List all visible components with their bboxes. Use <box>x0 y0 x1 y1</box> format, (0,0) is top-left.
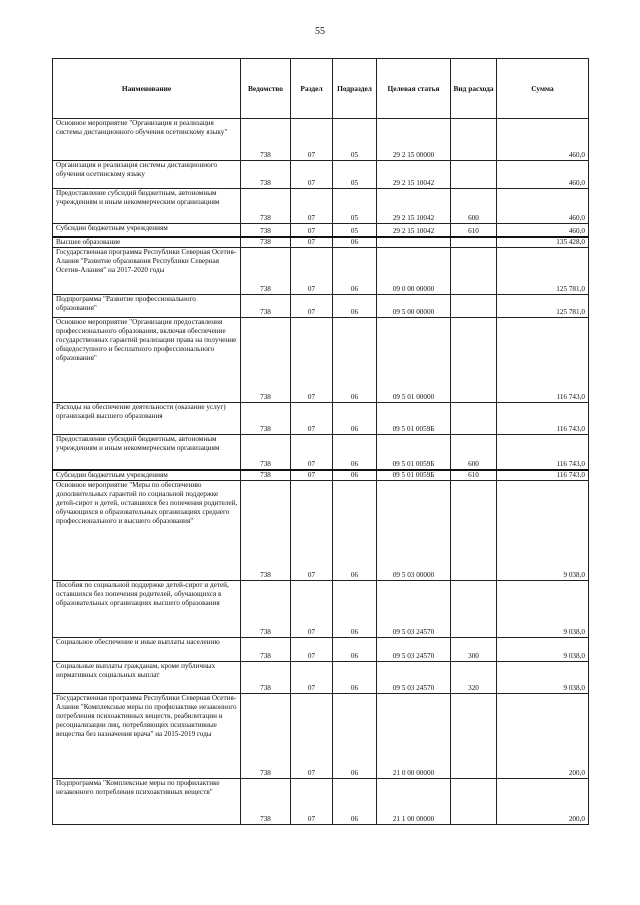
header-article: Целевая статья <box>377 59 451 119</box>
row-expense-type <box>451 318 497 403</box>
row-expense-type <box>451 403 497 435</box>
row-article: 09 0 00 00000 <box>377 248 451 295</box>
row-dept: 738 <box>241 318 291 403</box>
row-article: 29 2 15 00000 <box>377 119 451 161</box>
row-section: 07 <box>291 248 333 295</box>
row-sum: 135 428,0 <box>497 237 589 248</box>
row-dept: 738 <box>241 638 291 662</box>
row-name: Государственная программа Республики Северная Осетия-Алания "Развитие образования Республики Северная Осетия-Алания" на 2017-2020 годы <box>53 248 241 295</box>
row-subsection: 06 <box>333 581 377 638</box>
row-dept: 738 <box>241 224 291 237</box>
row-article: 09 5 03 24570 <box>377 581 451 638</box>
row-expense-type <box>451 237 497 248</box>
row-sum: 125 781,0 <box>497 295 589 318</box>
row-dept: 738 <box>241 248 291 295</box>
row-dept: 738 <box>241 481 291 581</box>
row-dept: 738 <box>241 779 291 825</box>
row-expense-type: 320 <box>451 662 497 694</box>
row-section: 07 <box>291 638 333 662</box>
row-section: 07 <box>291 161 333 189</box>
row-sum: 9 038,0 <box>497 481 589 581</box>
row-dept: 738 <box>241 161 291 189</box>
row-name: Расходы на обеспечение деятельности (оказание услуг) организаций высшего образования <box>53 403 241 435</box>
row-sum: 116 743,0 <box>497 435 589 470</box>
row-name: Субсидии бюджетным учреждениям <box>53 470 241 481</box>
row-sum: 9 038,0 <box>497 581 589 638</box>
row-subsection: 06 <box>333 694 377 779</box>
header-sum: Сумма <box>497 59 589 119</box>
row-subsection: 06 <box>333 435 377 470</box>
row-expense-type <box>451 248 497 295</box>
row-section: 07 <box>291 481 333 581</box>
row-article: 09 5 01 0059Б <box>377 470 451 481</box>
row-subsection: 06 <box>333 470 377 481</box>
header-dept: Ведомство <box>241 59 291 119</box>
table-row <box>53 224 589 237</box>
header-section: Раздел <box>291 59 333 119</box>
row-sum: 116 743,0 <box>497 470 589 481</box>
row-expense-type: 600 <box>451 189 497 224</box>
table-row <box>53 161 589 189</box>
row-subsection: 06 <box>333 295 377 318</box>
table-row <box>53 581 589 638</box>
table-row <box>53 470 589 481</box>
row-subsection: 05 <box>333 189 377 224</box>
row-name: Субсидии бюджетным учреждениям <box>53 224 241 237</box>
row-sum: 200,0 <box>497 694 589 779</box>
row-article: 29 2 15 10042 <box>377 189 451 224</box>
header-name: Наименование <box>53 59 241 119</box>
row-article: 29 2 15 10042 <box>377 161 451 189</box>
row-expense-type <box>451 481 497 581</box>
row-sum: 460,0 <box>497 119 589 161</box>
table-row <box>53 119 589 161</box>
row-dept: 738 <box>241 119 291 161</box>
row-article: 09 5 00 00000 <box>377 295 451 318</box>
row-subsection: 06 <box>333 638 377 662</box>
row-sum: 9 038,0 <box>497 662 589 694</box>
row-name: Основное мероприятие "Организация предоставления профессионального образования, включая обеспечение государственных гарантий реализации права на получение общедоступного и бесплатного профессионального образования" <box>53 318 241 403</box>
row-sum: 125 781,0 <box>497 248 589 295</box>
row-section: 07 <box>291 189 333 224</box>
row-expense-type: 600 <box>451 435 497 470</box>
row-subsection: 06 <box>333 248 377 295</box>
row-article: 09 5 01 0059Б <box>377 435 451 470</box>
table-header-row <box>53 59 589 119</box>
row-name: Предоставление субсидий бюджетным, автономным учреждениям и иным некоммерческим организациям <box>53 189 241 224</box>
table-row <box>53 435 589 470</box>
page-number: 55 <box>315 26 325 37</box>
row-article: 09 5 01 00000 <box>377 318 451 403</box>
row-expense-type <box>451 119 497 161</box>
row-subsection: 05 <box>333 161 377 189</box>
table-row <box>53 403 589 435</box>
row-dept: 738 <box>241 581 291 638</box>
row-name: Социальные выплаты гражданам, кроме публичных нормативных социальных выплат <box>53 662 241 694</box>
row-section: 07 <box>291 295 333 318</box>
row-section: 07 <box>291 237 333 248</box>
row-section: 07 <box>291 119 333 161</box>
row-sum: 460,0 <box>497 224 589 237</box>
row-name: Социальное обеспечение и иные выплаты населению <box>53 638 241 662</box>
row-dept: 738 <box>241 470 291 481</box>
header-expense-type: Вид расхода <box>451 59 497 119</box>
row-section: 07 <box>291 779 333 825</box>
row-article: 09 5 03 24570 <box>377 662 451 694</box>
row-expense-type: 300 <box>451 638 497 662</box>
row-section: 07 <box>291 470 333 481</box>
row-section: 07 <box>291 662 333 694</box>
row-dept: 738 <box>241 694 291 779</box>
table-row <box>53 189 589 224</box>
table-row <box>53 295 589 318</box>
row-expense-type <box>451 779 497 825</box>
table-row <box>53 248 589 295</box>
row-article <box>377 237 451 248</box>
row-name: Пособия по социальной поддержке детей-сирот и детей, оставшихся без попечения родителей, обучающихся в образовательных организациях высшего образования <box>53 581 241 638</box>
row-sum: 200,0 <box>497 779 589 825</box>
row-article: 21 1 00 00000 <box>377 779 451 825</box>
table-row <box>53 779 589 825</box>
table-row <box>53 694 589 779</box>
row-expense-type <box>451 161 497 189</box>
row-name: Основное мероприятие "Организация и реализация системы дистанционного обучения осетинскому языку" <box>53 119 241 161</box>
row-dept: 738 <box>241 237 291 248</box>
row-dept: 738 <box>241 435 291 470</box>
row-subsection: 05 <box>333 224 377 237</box>
row-section: 07 <box>291 435 333 470</box>
row-name: Высшее образование <box>53 237 241 248</box>
row-subsection: 06 <box>333 481 377 581</box>
row-section: 07 <box>291 581 333 638</box>
row-name: Организация и реализация системы дистанционного обучения осетинскому языку <box>53 161 241 189</box>
row-dept: 738 <box>241 189 291 224</box>
table-row <box>53 662 589 694</box>
row-section: 07 <box>291 694 333 779</box>
row-section: 07 <box>291 403 333 435</box>
row-expense-type <box>451 581 497 638</box>
table-row <box>53 237 589 248</box>
row-sum: 460,0 <box>497 189 589 224</box>
row-dept: 738 <box>241 403 291 435</box>
table-body <box>53 119 589 825</box>
row-dept: 738 <box>241 662 291 694</box>
row-sum: 460,0 <box>497 161 589 189</box>
row-expense-type: 610 <box>451 224 497 237</box>
row-section: 07 <box>291 318 333 403</box>
row-name: Основное мероприятие "Меры по обеспечению дополнительных гарантий по социальной поддержке детей-сирот и детей, оставшихся без попечения родителей, обучающихся в образовательных организациях среднего профессионального и высшего образования" <box>53 481 241 581</box>
row-sum: 9 038,0 <box>497 638 589 662</box>
table-row <box>53 481 589 581</box>
row-section: 07 <box>291 224 333 237</box>
row-subsection: 06 <box>333 318 377 403</box>
row-subsection: 05 <box>333 119 377 161</box>
row-name: Подпрограмма "Развитие профессионального образования" <box>53 295 241 318</box>
table-row <box>53 638 589 662</box>
row-expense-type <box>451 694 497 779</box>
row-subsection: 06 <box>333 237 377 248</box>
row-expense-type: 610 <box>451 470 497 481</box>
row-name: Подпрограмма "Комплексные меры по профилактике незаконного потребления психоактивных веществ" <box>53 779 241 825</box>
budget-table <box>52 58 589 825</box>
row-name: Государственная программа Республики Северная Осетия-Алания "Комплексные меры по профилактике незаконного потребления психоактивных веществ, реабилитации и ресоциализации лиц, потребляющих психоактивные вещества без назначения врача" на 2015-2019 годы <box>53 694 241 779</box>
row-article: 09 5 01 0059Б <box>377 403 451 435</box>
row-expense-type <box>451 295 497 318</box>
row-sum: 116 743,0 <box>497 318 589 403</box>
row-article: 09 5 03 24570 <box>377 638 451 662</box>
table-row <box>53 318 589 403</box>
row-subsection: 06 <box>333 779 377 825</box>
row-article: 29 2 15 10042 <box>377 224 451 237</box>
header-subsection: Подраздел <box>333 59 377 119</box>
row-article: 21 0 00 00000 <box>377 694 451 779</box>
row-article: 09 5 03 00000 <box>377 481 451 581</box>
row-subsection: 06 <box>333 403 377 435</box>
row-sum: 116 743,0 <box>497 403 589 435</box>
row-dept: 738 <box>241 295 291 318</box>
row-subsection: 06 <box>333 662 377 694</box>
row-name: Предоставление субсидий бюджетным, автономным учреждениям и иным некоммерческим организациям <box>53 435 241 470</box>
